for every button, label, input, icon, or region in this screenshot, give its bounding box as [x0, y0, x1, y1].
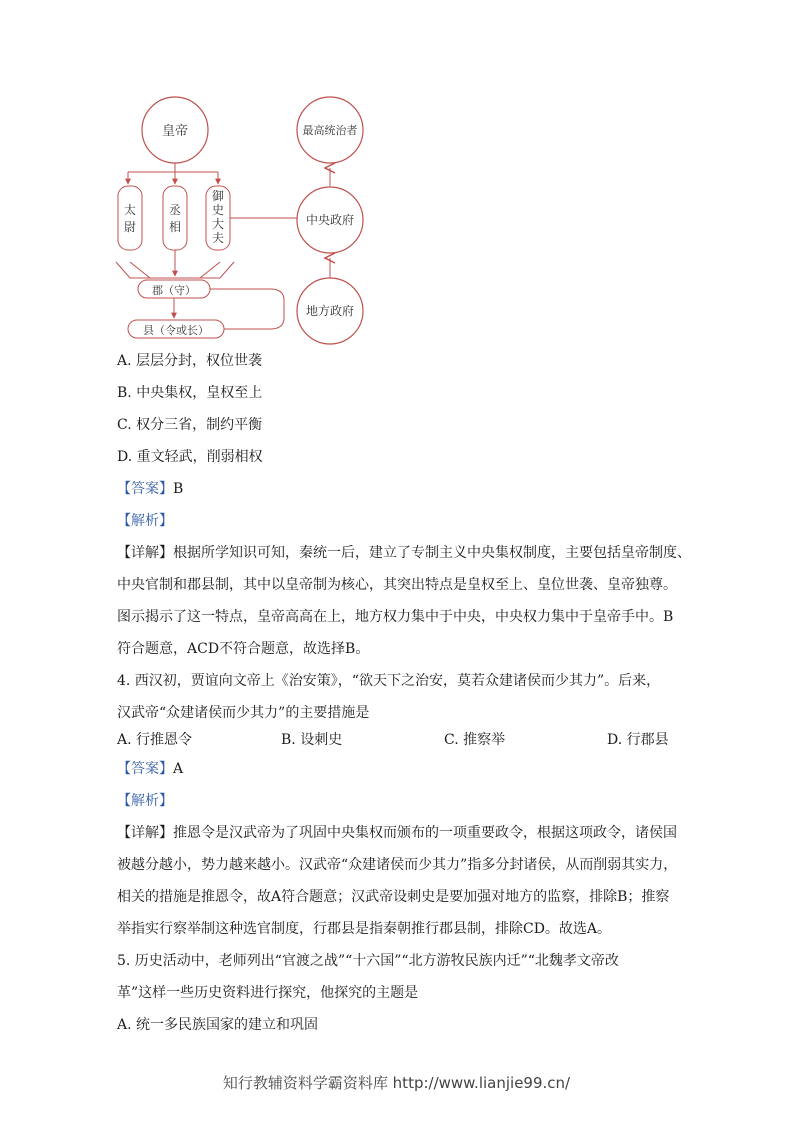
emperor-label: 皇帝 [161, 124, 189, 139]
footer-watermark: 知行教辅资料学霸资料库 http://www.lianjie99.cn/ [222, 1074, 571, 1092]
detail-line: 根据所学知识可知，秦统一后，建立了专制主义中央集权制度，主要包括皇帝制度、 [173, 545, 691, 561]
stem-line: 革”这样一些历史资料进行探究，他探究的主题是 [117, 985, 419, 1001]
detail-line: 图示揭示了这一特点，皇帝高高在上，地方权力集中于中央，中央权力集中于皇帝手中。B [117, 609, 674, 625]
taiwei-label-2: 尉 [123, 220, 137, 234]
taiwei-box [118, 186, 142, 250]
q4-detail [117, 817, 677, 945]
yushi-label-4: 夫 [211, 231, 225, 245]
yushi-label-3: 大 [211, 217, 225, 231]
detail-line: 被越分越小，势力越来越小。汉武帝“众建诸侯而少其力”指多分封诸侯，从而削弱其实力， [117, 857, 678, 873]
taiwei-label-1: 太 [123, 203, 137, 217]
q4-option-d: D. 行郡县 [607, 732, 669, 748]
detail-line: 符合题意，ACD不符合题意，故选择B。 [117, 641, 370, 657]
q4-analysis-label: 【解析】 [117, 793, 173, 809]
detail-line: 中央官制和郡县制，其中以皇帝制为核心，其突出特点是皇权至上、皇位世袭、皇帝独尊。 [117, 577, 677, 593]
answer-label: 【答案】 [117, 761, 173, 777]
q3-option-a: A. 层层分封，权位世袭 [117, 353, 263, 369]
stem-line: 汉武帝“众建诸侯而少其力”的主要措施是 [117, 705, 370, 721]
jun-label: 郡（守） [152, 284, 196, 297]
q3-detail [117, 537, 691, 665]
stem-line: 5. 历史活动中，老师列出“官渡之战”“十六国”“北方游牧民族内迁”“北魏孝文帝改 [117, 953, 619, 969]
q4-option-c: C. 推察举 [444, 732, 506, 748]
q4-stem [117, 665, 677, 729]
supreme-ruler-label: 最高统治者 [302, 124, 358, 137]
detail-line: 举指实行察举制这种选官制度，行郡县是指秦朝推行郡县制，排除CD。故选A。 [117, 921, 612, 937]
chengxiang-label-2: 相 [168, 220, 182, 234]
q4-option-a: A. 行推恩令 [117, 732, 193, 748]
detail-label: 【详解】 [117, 545, 173, 561]
chengxiang-label-1: 丞 [168, 203, 182, 217]
yushi-label-1: 御 [211, 189, 225, 203]
q5-option-a: A. 统一多民族国家的建立和巩固 [117, 1017, 319, 1033]
detail-line: 相关的措施是推恩令，故A符合题意；汉武帝设刺史是要加强对地方的监察，排除B；推察 [117, 889, 670, 905]
detail-line: 推恩令是汉武帝为了巩固中央集权而颁布的一项重要政令，根据这项政令，诸侯国 [173, 825, 677, 841]
central-gov-label: 中央政府 [305, 213, 355, 227]
structure-diagram [0, 0, 420, 345]
q3-answer [117, 481, 183, 497]
yushi-label-2: 史 [211, 203, 225, 217]
answer-label: 【答案】 [117, 481, 173, 497]
q4-option-b: B. 设刺史 [281, 732, 343, 748]
q3-option-d: D. 重文轻武，削弱相权 [117, 449, 263, 465]
detail-label: 【详解】 [117, 825, 173, 841]
stem-line: 4. 西汉初，贾谊向文帝上《治安策》，“欲天下之治安，莫若众建诸侯而少其力”。后来， [117, 673, 661, 689]
q3-option-c: C. 权分三省，制约平衡 [117, 417, 263, 433]
local-gov-label: 地方政府 [305, 304, 355, 318]
xian-label: 县（令或长） [143, 324, 209, 337]
q4-answer [117, 761, 183, 777]
q3-analysis-label: 【解析】 [117, 513, 173, 529]
answer-value: B [173, 481, 184, 497]
q3-option-b: B. 中央集权，皇权至上 [117, 385, 263, 401]
q5-stem [117, 945, 677, 1041]
chengxiang-box [163, 186, 187, 250]
answer-value: A [173, 761, 184, 777]
